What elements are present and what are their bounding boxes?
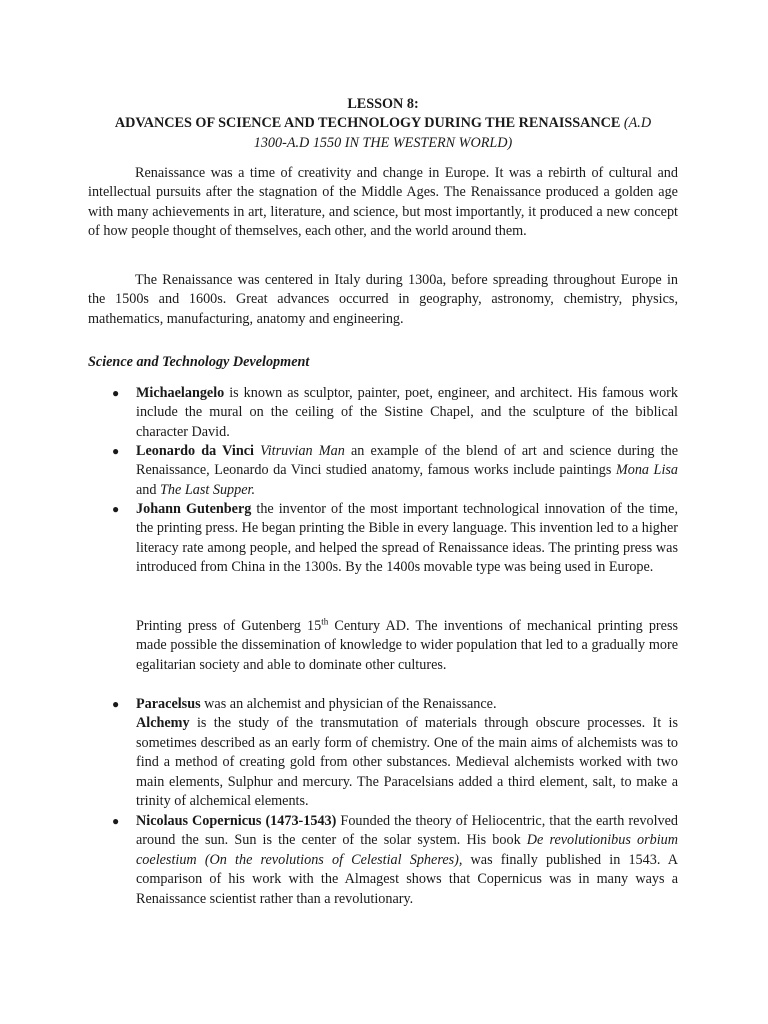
lesson-number: LESSON 8: — [347, 96, 419, 112]
bullet-icon: ● — [112, 697, 120, 711]
intro-paragraph-2-text: The Renaissance was centered in Italy during 1300a, before spreading throughout Europe in the 1500s and 1600s. Great advances occurred in geography, astronomy, chemistry, physics, mathematics, manufacturing, anatomy and engineering. — [88, 272, 678, 327]
person-name: Michaelangelo — [136, 385, 225, 401]
person-name: Leonardo da Vinci — [136, 443, 254, 459]
document-subtitle-part2: 1300-A.D 1550 IN THE WESTERN WORLD) — [253, 134, 513, 151]
bullet-michelangelo — [112, 384, 678, 442]
title-block — [88, 95, 678, 153]
document-title: ADVANCES OF SCIENCE AND TECHNOLOGY DURING THE RENAISSANCE — [114, 115, 621, 132]
bullet-text: Founded the theory of Heliocentric, that the earth revolved around the sun. Sun is the center of the solar system. His book — [136, 813, 678, 849]
bullet-davinci — [112, 442, 679, 500]
intro-paragraph-1-text: Renaissance was a time of creativity and change in Europe. It was a rebirth of cultural and intellectual pursuits after the stagnation of the Middle Ages. The Renaissance produced a golden age with many achievements in art, literature, and science, but most importantly, it produced a new concept of how people thought of themselves, each other, and the world around them. — [88, 165, 678, 240]
person-name: Johann Gutenberg — [136, 501, 252, 517]
bullet-icon: ● — [112, 386, 120, 400]
term: Alchemy — [136, 715, 190, 732]
bullet-text: was an alchemist and physician of the Renaissance. — [200, 696, 497, 712]
bullet-paracelsus — [112, 695, 678, 811]
bullet-text: was finally published in 1543. A comparison of his work with the Almagest shows that Copernicus was in many ways a Renaissance scientist rather than a revolutionary. — [136, 851, 678, 907]
note-superscript: th — [321, 616, 329, 627]
bullet-icon: ● — [112, 444, 120, 458]
bullet-text: an example of the blend of art and science during the Renaissance, Leonardo da Vinci studied anatomy, famous works include paintings — [136, 443, 678, 479]
bullet-icon: ● — [112, 814, 120, 828]
bullet-text: is known as sculptor, painter, poet, engineer, and architect. His famous work include the mural on the ceiling of the Sistine Chapel, and the sculpture of the biblical character David. — [136, 385, 678, 440]
bullet-text: is the study of the transmutation of materials through obscure processes. It is sometimes described as an early form of chemistry. One of the main aims of alchemists was to find a method of creating gold from other substances. Medieval alchemists worked with two main elements, Sulphur and mercury. The Paracelsians added a third element, salt, to make a trinity of alchemical elements. — [136, 715, 678, 810]
title-line — [88, 114, 678, 133]
gutenberg-note — [136, 617, 678, 675]
work-title: Mona Lisa — [615, 462, 679, 479]
person-name: Paracelsus — [136, 696, 201, 712]
document-subtitle-part1: (A.D — [623, 115, 652, 132]
bullet-gutenberg — [112, 500, 679, 578]
bullet-text: the inventor of the most important technological innovation of the time, the printing press. He began printing the Bible in every language. This invention led to a higher literacy rate among people, and helped the spread of Renaissance ideas. The printing press was introduced from China in the 1300s. By the 1400s movable type was being used in Europe. — [136, 501, 679, 576]
person-name: Nicolaus Copernicus (1473-1543) — [136, 813, 337, 829]
bullet-text: and — [136, 481, 161, 498]
bullet-copernicus — [112, 812, 679, 909]
note-text: Printing press of Gutenberg 15 — [136, 618, 322, 634]
work-title: The Last Supper. — [160, 481, 256, 498]
book-title: De revolutionibus orbium coelestium (On the revolutions of Celestial Spheres), — [136, 832, 679, 868]
note-text: Century AD. The inventions of mechanical printing press made possible the dissemination of knowledge to wider population that led to a gradually more egalitarian society and able to dominate other cultures. — [136, 618, 678, 673]
intro-paragraph-2 — [88, 271, 678, 329]
intro-paragraph-1 — [88, 164, 678, 242]
section-heading: Science and Technology Development — [88, 354, 310, 370]
bullet-icon: ● — [112, 502, 120, 516]
work-title: Vitruvian Man — [260, 443, 345, 459]
